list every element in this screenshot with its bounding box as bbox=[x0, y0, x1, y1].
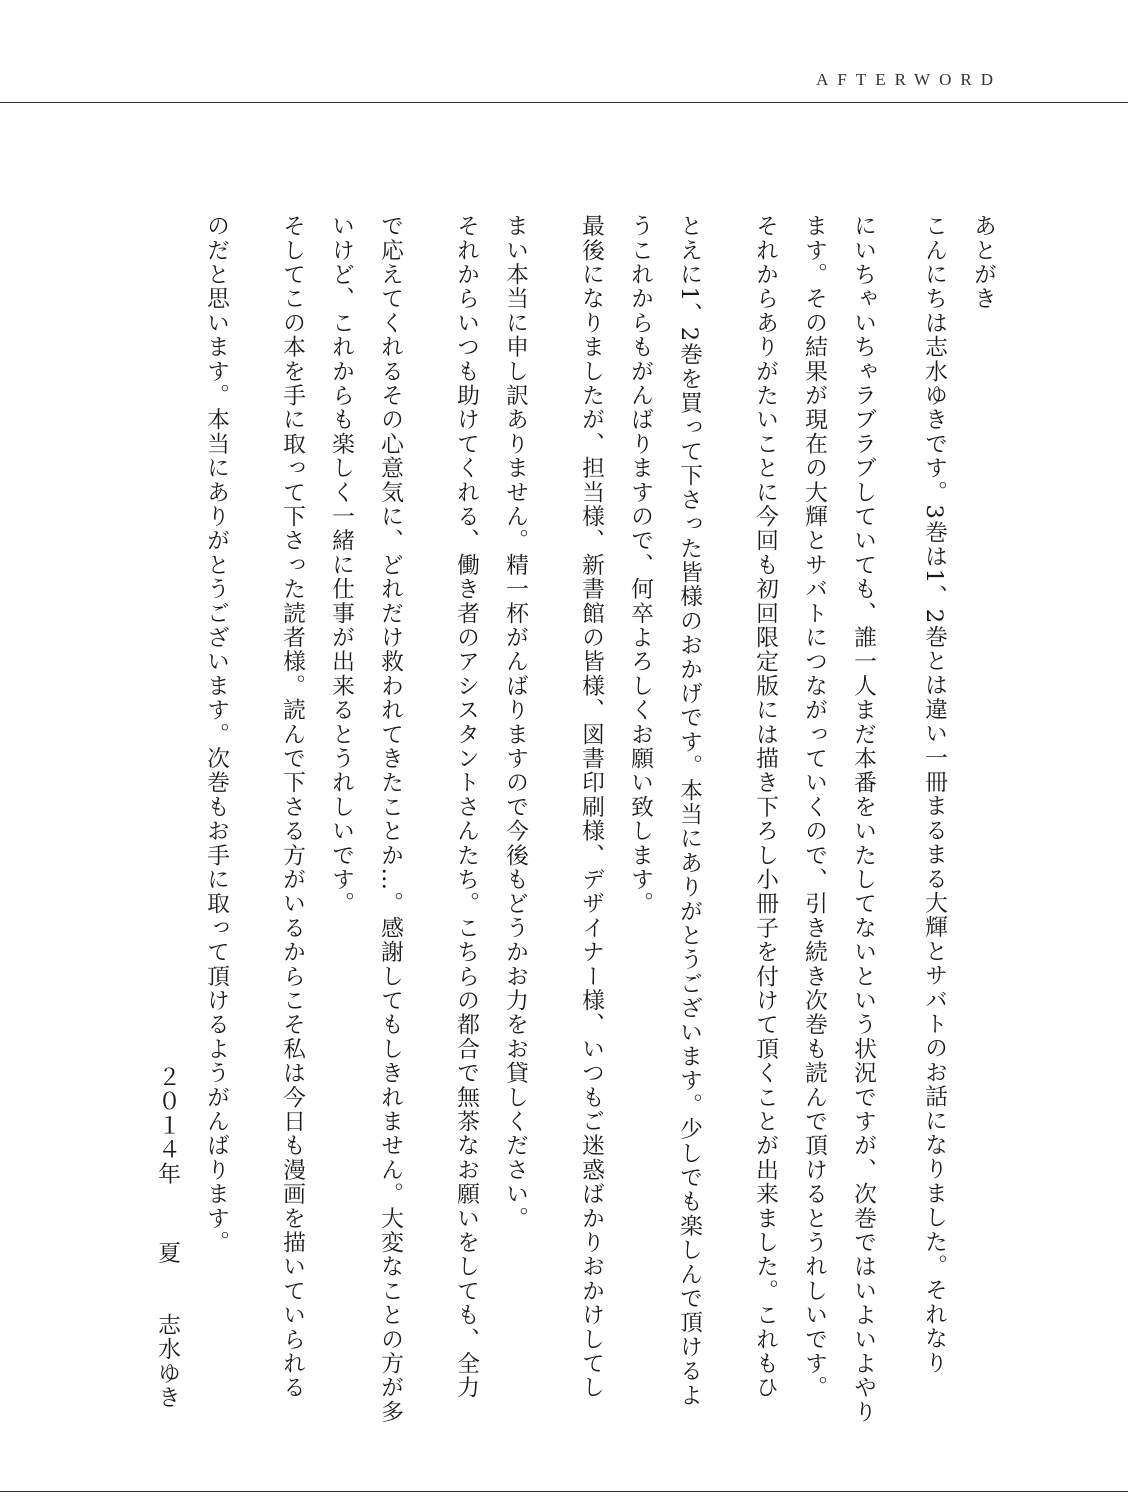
paragraph-2-line-3: うこれからもがんばりますので、何卒よろしくお願い致します。 bbox=[627, 214, 653, 916]
paragraph-5-line-1: そしてこの本を手に取って下さった読者様。読んで下さる方がいるからこそ私は今日も漫画を描いていられる bbox=[279, 214, 305, 1400]
bottom-rule bbox=[0, 1491, 1128, 1492]
top-rule bbox=[0, 102, 1128, 103]
paragraph-1-line-2: にいちゃいちゃラブラブしていても、誰一人まだ本番をいたしてないという状況ですが、次巻ではいよいよやり bbox=[850, 214, 876, 1424]
paragraph-3-line-1: 最後になりましたが、担当様、新書館の皆様、図書印刷様、デザイナー様、いつもご迷惑ばかりおかけしてし bbox=[578, 214, 604, 1400]
paragraph-4-line-1: それからいつも助けてくれる、働き者のアシスタントさんたち。こちらの都合で無茶なお願いをしても、全力 bbox=[453, 214, 479, 1400]
signature-season: 夏 bbox=[154, 1241, 180, 1266]
paragraph-1-line-3: ます。その結果が現在の大輝とサバトにつながっていくので、引き続き次巻も読んで頂けるとうれしいです。 bbox=[801, 214, 827, 1400]
paragraph-1-line-1: こんにちは志水ゆきです。3巻は1、2巻とは違い一冊まるまる大輝とサバトのお話になりました。それなり bbox=[921, 214, 947, 1375]
paragraph-5-line-2: のだと思います。本当にありがとうございます。次巻もお手に取って頂けるようがんばります。 bbox=[203, 214, 229, 1255]
signature bbox=[142, 214, 191, 1410]
paragraph-3-line-2: まい本当に申し訳ありません。精一杯がんばりますので今後もどうかお力をお貸しください。 bbox=[502, 214, 528, 1231]
signature-author: 志水ゆき bbox=[154, 1313, 180, 1410]
paragraph-4-line-2: で応えてくれるその心意気に、どれだけ救われてきたことか…。感謝してもしきれません。大変なことの方が多 bbox=[377, 214, 403, 1424]
afterword-title: あとがき bbox=[970, 214, 996, 311]
paragraph-4-line-3: いけど、これからも楽しく一緒に仕事が出来るとうれしいです。 bbox=[328, 214, 354, 916]
signature-date: ２０１４年 bbox=[154, 1065, 180, 1187]
paragraph-2-line-1: それからありがたいことに今回も初回限定版には描き下ろし小冊子を付けて頂くことが出来ました。これもひ bbox=[752, 214, 778, 1400]
afterword-body bbox=[154, 214, 1007, 1424]
paragraph-2-line-2: とえに1、2巻を買って下さった皆様のおかげです。本当にありがとうございます。少しでも楽しんで頂けるよ bbox=[676, 214, 702, 1408]
running-header: AFTERWORD bbox=[816, 70, 1002, 89]
